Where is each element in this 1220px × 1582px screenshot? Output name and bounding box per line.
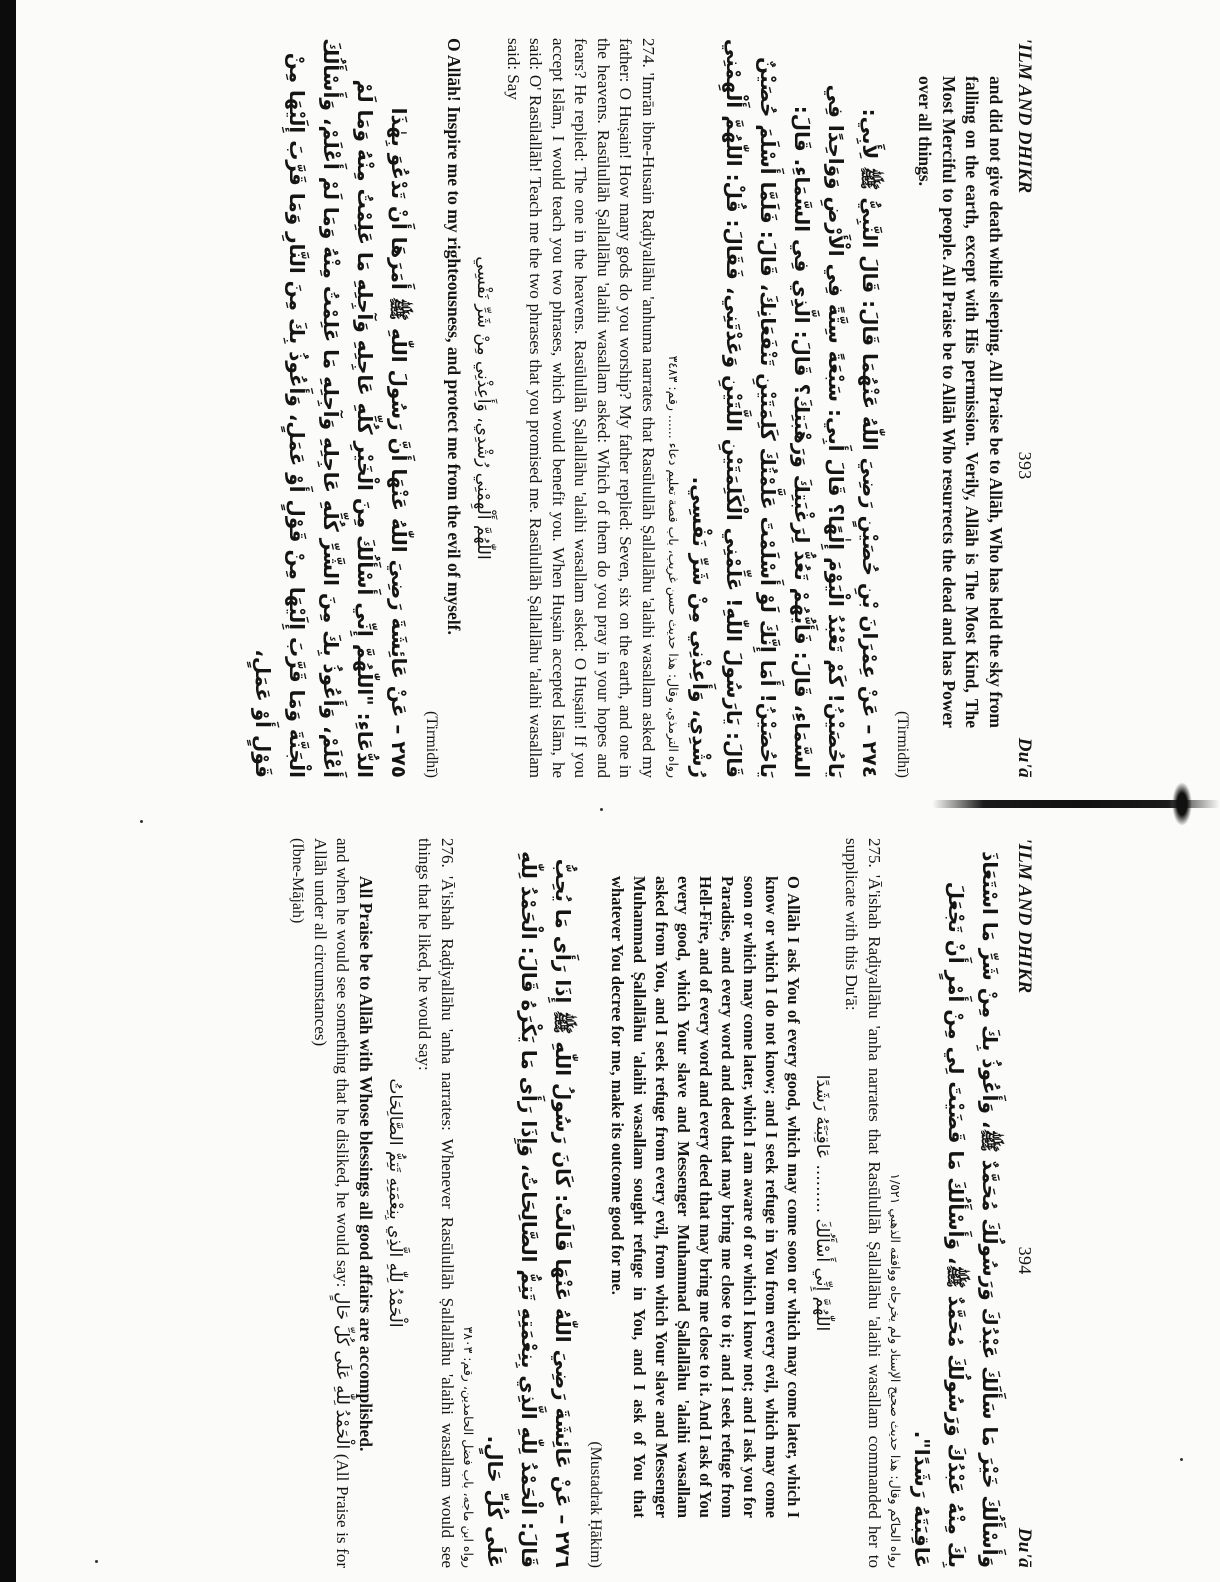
hadith-276-narration-continued: and when he would see something that he disliked, he would say: الْحَمْدُ لِلّٰهِ عَلَى كُلِّ حَالٍ (All Praise is for Allāh under all circumstances) bbox=[311, 838, 353, 1569]
hadith-276-arabic: ٢٧٦ – عَنْ عَائِشَةَ رَضِيَ اللّٰهُ عَنْهَا قَالَتْ: كَانَ رَسُولُ اللّٰهِ ﷺ إِذَا رَأَى مَا يُحِبُّ قَالَ: الْحَمْدُ لِلّٰهِ الَّذِي بِنِعْمَتِهِ تَتِمُّ الصَّالِحَاتُ، وَإِذَا رَأَى مَا يَكْرَهُ قَالَ: الْحَمْدُ لِلّٰهِ عَلَى كُلِّ حَالٍ. bbox=[483, 851, 575, 1568]
running-head bbox=[1007, 38, 1035, 778]
hadith-274-dua-arabic: اللّٰهُمَّ أَلْهِمْنِي رُشْدِي، وَأَعِذْنِي مِنْ شَرِّ نَفْسِي bbox=[473, 256, 494, 560]
page-number: 393 bbox=[1015, 451, 1035, 480]
hadith-275-reference: رواه الحاكم وقال: هذا حديث صحيح الإسناد ولم يخرجاه ووافقه الذهبي ١/٥٢١ bbox=[888, 1173, 903, 1568]
scan-edge-shadow bbox=[0, 0, 16, 1582]
gutter-binding bbox=[1172, 782, 1192, 826]
hadith-276-translation: All Praise be to Allāh with Whose blessings all good affairs are accomplished. bbox=[356, 876, 376, 1452]
running-head-right: Du'ā bbox=[1014, 1527, 1035, 1568]
page-number: 394 bbox=[1015, 1246, 1035, 1275]
hadith-275-arabic: ٢٧٥ – عَنْ عَائِشَةَ رَضِيَ اللّٰهُ عَنْهَا أَنَّ رَسُولَ اللّٰهِ ﷺ أَمَرَهَا أَنْ تَدْعُوَ بِهٰذَا الدُّعَاءِ: "اللّٰهُمَّ إِنِّي أَسْأَلُكَ مِنَ الْخَيْرِ كُلِّهِ عَاجِلِهِ وَآجِلِهِ مَا عَلِمْتُ مِنْهُ وَمَا لَمْ أَعْلَمْ، وَأَعُوذُ بِكَ مِنَ الشَّرِّ كُلِّهِ عَاجِلِهِ وَآجِلِهِ مَا عَلِمْتُ مِنْهُ وَمَا لَمْ أَعْلَمْ، وَأَسْأَلُكَ الْجَنَّةَ وَمَا قَرَّبَ إِلَيْهَا مِنْ قَوْلٍ أَوْ عَمَلٍ، وَأَعُوذُ بِكَ مِنَ النَّارِ وَمَا قَرَّبَ إِلَيْهَا مِنْ قَوْلٍ أَوْ عَمَلٍ، bbox=[251, 38, 411, 778]
running-head-right: Du'ā bbox=[1014, 737, 1035, 778]
running-head-left: 'ILM AND DHIKR bbox=[1014, 38, 1035, 194]
hadith-275-arabic-continuation: وَأَسْأَلُكَ خَيْرَ مَا سَأَلَكَ عَبْدُكَ وَرَسُولُكَ مُحَمَّدٌ ﷺ، وَأَعُوذُ بِكَ مِنْ شَرِّ مَا اسْتَعَاذَ بِكَ مِنْهُ عَبْدُكَ وَرَسُولُكَ مُحَمَّدٌ ﷺ، وَأَسْأَلُكَ مَا قَضَيْتَ لِي مِنْ أَمْرٍ أَنْ تَجْعَلَ عَاقِبَتَهُ رَشَدًا". bbox=[910, 851, 1002, 1568]
scan-speck bbox=[95, 1560, 98, 1563]
scan-speck bbox=[1180, 1458, 1183, 1461]
hadith-275-dua-arabic: اللّٰهُمَّ إِنِّي أَسْأَلُكَ ......... عَاقِبَتَهُ رَشَدًا bbox=[812, 1074, 832, 1332]
hadith-275-source: (Mustadrak Ḥākim) bbox=[587, 1441, 604, 1568]
continuation-translation: and did not give death while sleeping. All Praise be to Allāh, Who has held the sky from falling on the earth, except with His permission. Verily, Allāh is The Most Kind, The Most Merciful to people. All Praise be to Allāh Who resurrects the dead and has Power over all things. bbox=[915, 76, 1006, 728]
hadith-276-reference: رواه ابن ماجه، باب فضل الحامدين، رقم: ٣٨٠٣ bbox=[461, 1326, 476, 1568]
page-394 bbox=[135, 838, 1035, 1568]
hadith-274-reference: رواه الترمذي، وقال: هذا حديث حسن غريب، باب قصة تعليم دعاء ...... رقم: ٣٤٨٣ bbox=[666, 355, 681, 778]
hadith-274-source: (Tirmidhī) bbox=[423, 711, 440, 778]
hadith-276-source: (Ibne-Mājah) bbox=[289, 838, 307, 924]
hadith-276-dua-arabic: الْحَمْدُ لِلّٰهِ الَّذِي بِنِعْمَتِهِ تَتِمُّ الصَّالِحَاتُ bbox=[385, 1078, 405, 1328]
page-393 bbox=[251, 38, 1035, 778]
hadith-274-dua-translation: O Allāh! Inspire me to my righteousness, and protect me from the evil of myself. bbox=[444, 38, 465, 635]
book-gutter bbox=[932, 774, 1220, 834]
running-head-left: 'ILM AND DHIKR bbox=[1014, 838, 1035, 994]
running-head bbox=[1007, 838, 1035, 1568]
hadith-274-arabic: ٢٧٤ – عَنْ عِمْرَانَ بْنِ حُصَيْنٍ رَضِيَ اللّٰهُ عَنْهُمَا قَالَ: قَالَ النَّبِيُّ ﷺ لِأَبِي: يَاحُصَيْنُ! كَمْ تَعْبُدُ الْيَوْمَ إِلٰهًا؟ قَالَ أَبِي: سَبْعَةً سِتَّةً فِي الْأَرْضِ وَوَاحِدًا فِي السَّمَاءِ، قَالَ: فَأَيُّهُمْ تَعُدُّ لِرَغْبَتِكَ وَرَهْبَتِكَ؟ قَالَ: الَّذِي فِي السَّمَاءِ. قَالَ: يَاحُصَيْنُ! أَمَا إِنَّكَ لَوْ أَسْلَمْتَ عَلَّمْتُكَ كَلِمَتَيْنِ تَنْفَعَانِكَ، قَالَ: فَلَمَّا أَسْلَمَ حُصَيْنٌ قَالَ: يَارَسُولَ اللّٰهِ! عَلِّمْنِي الْكَلِمَتَيْنِ اللَّتَيْنِ وَعَدْتَنِي، فَقَالَ: قُلْ: اللّٰهُمَّ أَلْهِمْنِي رُشْدِي، وَأَعِذْنِي مِنْ شَرِّ نَفْسِي. bbox=[688, 38, 882, 778]
scan-speck bbox=[140, 820, 143, 823]
hadith-275-narration: 275. 'Ā'ishah Raḍiyallāhu 'anha narrates that Rasūlullāh Ṣallallāhu 'alaihi wasallam commanded her to supplicate with this Du'ā: bbox=[842, 838, 884, 1568]
hadith-275-translation: O Allāh I ask You of every good, which may come soon or which may come later, which I know or which I do not know; and I seek refuge in You from every evil, which may come soon or which may come later, which I am aware of or which I know not; and I ask you for Paradise, and every word and deed that may bring me close to it; and I seek refuge from Hell-Fire, and of every word and every deed that may bring me close to it. And I ask of You every good, which Your slave and Messenger Muhammad Ṣallallāhu 'alaihi wasallam asked from You, and I seek refuge from every evil, from which Your slave and Messenger Muhammad Ṣallallāhu 'alaihi wasallam sought refuge in You, and I ask of You that whatever You decree for me, make its outcome good for me. bbox=[608, 876, 803, 1518]
scan-speck bbox=[600, 808, 603, 811]
hadith-274-narration: 274. 'Imrān ibne-Husain Raḍiyallāhu 'anhuma narrates that Rasūlullāh Ṣallallāhu 'alaihi wasallam asked my father: O Huṣain! How many gods do you worship? My father replied: Seven, six on the earth, and one in the heavens. Rasūlullāh Ṣallallāhu 'alaihi wasallam asked: Which of them do you pray in your hopes and fears? He replied: The one in the heavens. Rasūlullāh Ṣallallāhu 'alaihi wasallam asked: O Huṣain! If you accept Islām, I would teach you two phrases, which would benefit you. When Huṣain accepted Islām, he said: O' Rasūlallāh! Teach me the two phrases that you promised me. Rasūlullāh Ṣallallāhu 'alaihi wasallam said: Say bbox=[504, 38, 658, 778]
continuation-source: (Tirmidhī) bbox=[894, 711, 911, 778]
hadith-276-narration: 276. 'Ā'ishah Raḍiyallāhu 'anha narrates: Whenever Rasūlullāh Ṣallallāhu 'alaihi wasallam would see things that he liked, he would say: bbox=[415, 838, 457, 1568]
